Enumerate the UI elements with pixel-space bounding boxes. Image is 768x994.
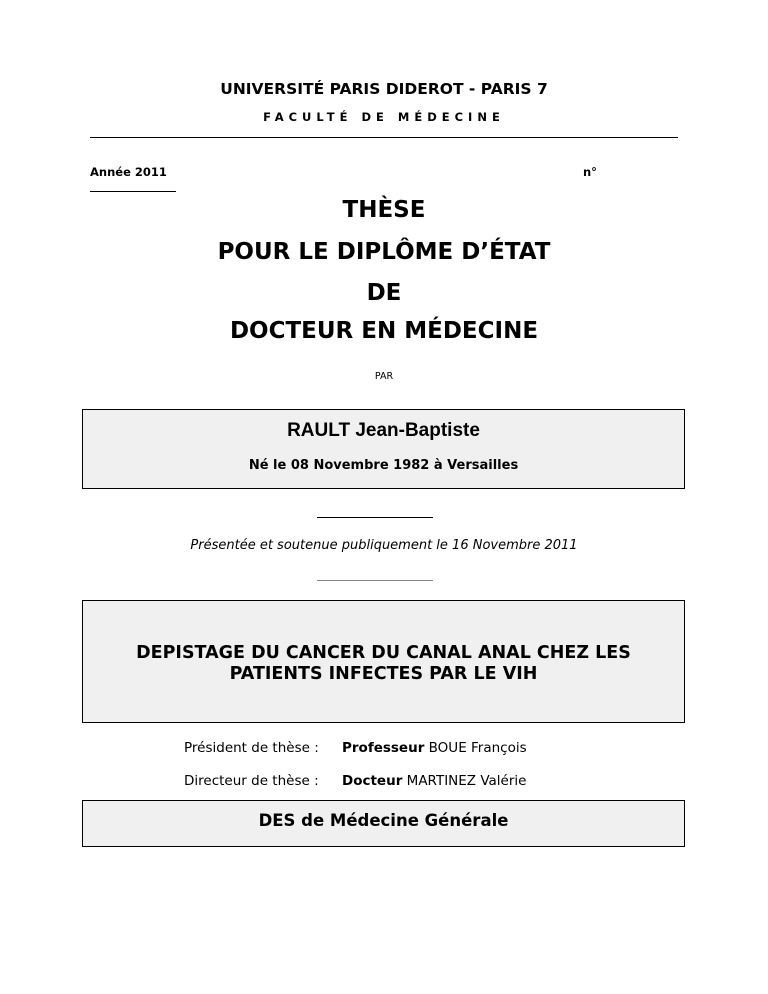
director-title: Docteur (342, 773, 403, 789)
president-label: Président de thèse : (184, 740, 319, 756)
title-line-4: DOCTEUR EN MÉDECINE (229, 318, 539, 344)
author-birth: Né le 08 Novembre 1982 à Versailles (248, 458, 519, 473)
thesis-year: Année 2011 (90, 165, 167, 179)
thesis-title-line-1: DEPISTAGE DU CANCER DU CANAL ANAL CHEZ LES (136, 643, 631, 663)
author-box (82, 409, 685, 489)
thesis-title-line-2: PATIENTS INFECTES PAR LE VIH (229, 664, 538, 684)
thesis-number: n° (583, 165, 597, 179)
des-label: DES de Médecine Générale (258, 811, 509, 830)
divider-short-top (317, 517, 433, 518)
director-row (184, 773, 526, 789)
divider-short-bottom (317, 580, 433, 581)
thesis-title-box (82, 600, 685, 723)
thesis-title (83, 643, 684, 685)
title-line-2: POUR LE DIPLÔME D’ÉTAT (217, 239, 551, 265)
title-line-1: THÈSE (342, 197, 426, 223)
des-box (82, 800, 685, 847)
president-title: Professeur (342, 740, 425, 756)
university-name: UNIVERSITÉ PARIS DIDEROT - PARIS 7 (220, 80, 548, 98)
president-name: BOUE François (428, 740, 527, 756)
header-divider (90, 137, 678, 138)
year-underline (90, 191, 176, 192)
director-name: MARTINEZ Valérie (406, 773, 527, 789)
title-line-3: DE (366, 280, 402, 306)
presentation-date: Présentée et soutenue publiquement le 16 Novembre 2011 (190, 538, 578, 553)
author-name: RAULT Jean-Baptiste (287, 420, 480, 441)
par-label: PAR (374, 371, 394, 382)
director-label: Directeur de thèse : (184, 773, 319, 789)
faculty-name: FACULTÉ DE MÉDECINE (263, 110, 505, 124)
president-row (184, 740, 527, 756)
